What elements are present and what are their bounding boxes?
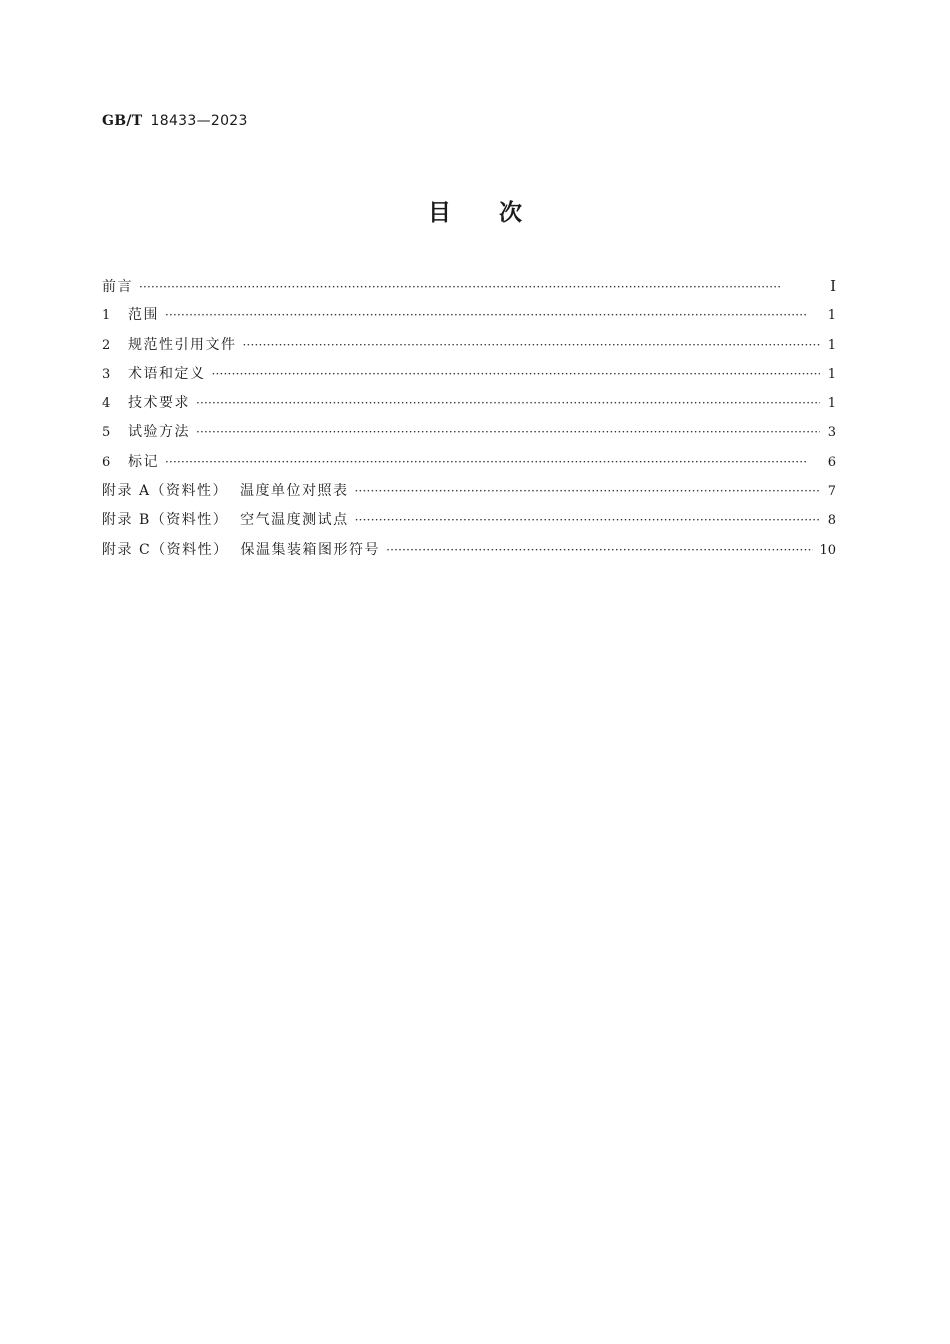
document-code-number: 18433—2023	[150, 113, 248, 129]
toc-entry-number: 4	[102, 396, 111, 412]
toc-entry-appendix-a[interactable]	[102, 477, 836, 506]
toc-entry-technical-requirements[interactable]	[102, 389, 836, 418]
toc-entry-label: 附录 B（资料性） 空气温度测试点	[102, 512, 349, 529]
toc-entry-number: 5	[102, 425, 111, 441]
toc-leader-dots	[212, 360, 821, 389]
toc-entry-foreword[interactable]	[102, 272, 836, 301]
toc-leader-dots	[386, 536, 813, 565]
toc-entry-normative-references[interactable]	[102, 331, 836, 360]
toc-entry-number: 6	[102, 454, 111, 470]
toc-entry-label: 附录 A（资料性） 温度单位对照表	[102, 483, 349, 500]
toc-title: 目次	[428, 200, 570, 226]
toc-leader-dots	[355, 506, 820, 535]
toc-entry-page: I	[830, 277, 836, 295]
toc-leader-dots	[165, 448, 820, 477]
toc-entry-label: 术语和定义	[128, 365, 206, 382]
toc-entry-terms-definitions[interactable]	[102, 360, 836, 389]
toc-list	[102, 272, 836, 565]
toc-entry-label: 标记	[128, 453, 159, 470]
toc-entry-label: 试验方法	[128, 424, 190, 441]
toc-entry-number: 1	[102, 308, 111, 324]
toc-entry-page: 6	[827, 454, 836, 470]
toc-leader-dots	[139, 273, 820, 302]
toc-entry-scope[interactable]	[102, 301, 836, 330]
toc-entry-appendix-b[interactable]	[102, 506, 836, 535]
toc-entry-page: 1	[827, 337, 836, 353]
toc-entry-page: 3	[827, 425, 836, 441]
toc-entry-label: 技术要求	[128, 395, 190, 412]
toc-entry-page: 1	[827, 308, 836, 324]
toc-entry-number: 2	[102, 337, 111, 353]
toc-entry-appendix-c[interactable]	[102, 536, 836, 565]
toc-leader-dots	[354, 477, 820, 506]
toc-entry-page: 10	[819, 542, 836, 558]
toc-entry-page: 8	[827, 513, 836, 529]
toc-entry-page: 1	[827, 366, 836, 382]
toc-leader-dots	[196, 418, 820, 447]
document-code	[102, 113, 248, 129]
toc-entry-test-methods[interactable]	[102, 418, 836, 447]
toc-entry-marking[interactable]	[102, 448, 836, 477]
toc-leader-dots	[165, 301, 820, 330]
toc-entry-label: 附录 C（资料性） 保温集装箱图形符号	[102, 541, 381, 558]
toc-leader-dots	[243, 331, 821, 360]
toc-entry-label: 规范性引用文件	[128, 336, 237, 353]
toc-entry-page: 7	[827, 484, 836, 500]
toc-leader-dots	[196, 389, 820, 418]
document-code-prefix: GB/T	[102, 113, 143, 129]
toc-entry-page: 1	[827, 396, 836, 412]
toc-entry-label: 范围	[128, 307, 159, 324]
toc-entry-number: 3	[102, 366, 111, 382]
toc-entry-label: 前言	[102, 279, 133, 295]
